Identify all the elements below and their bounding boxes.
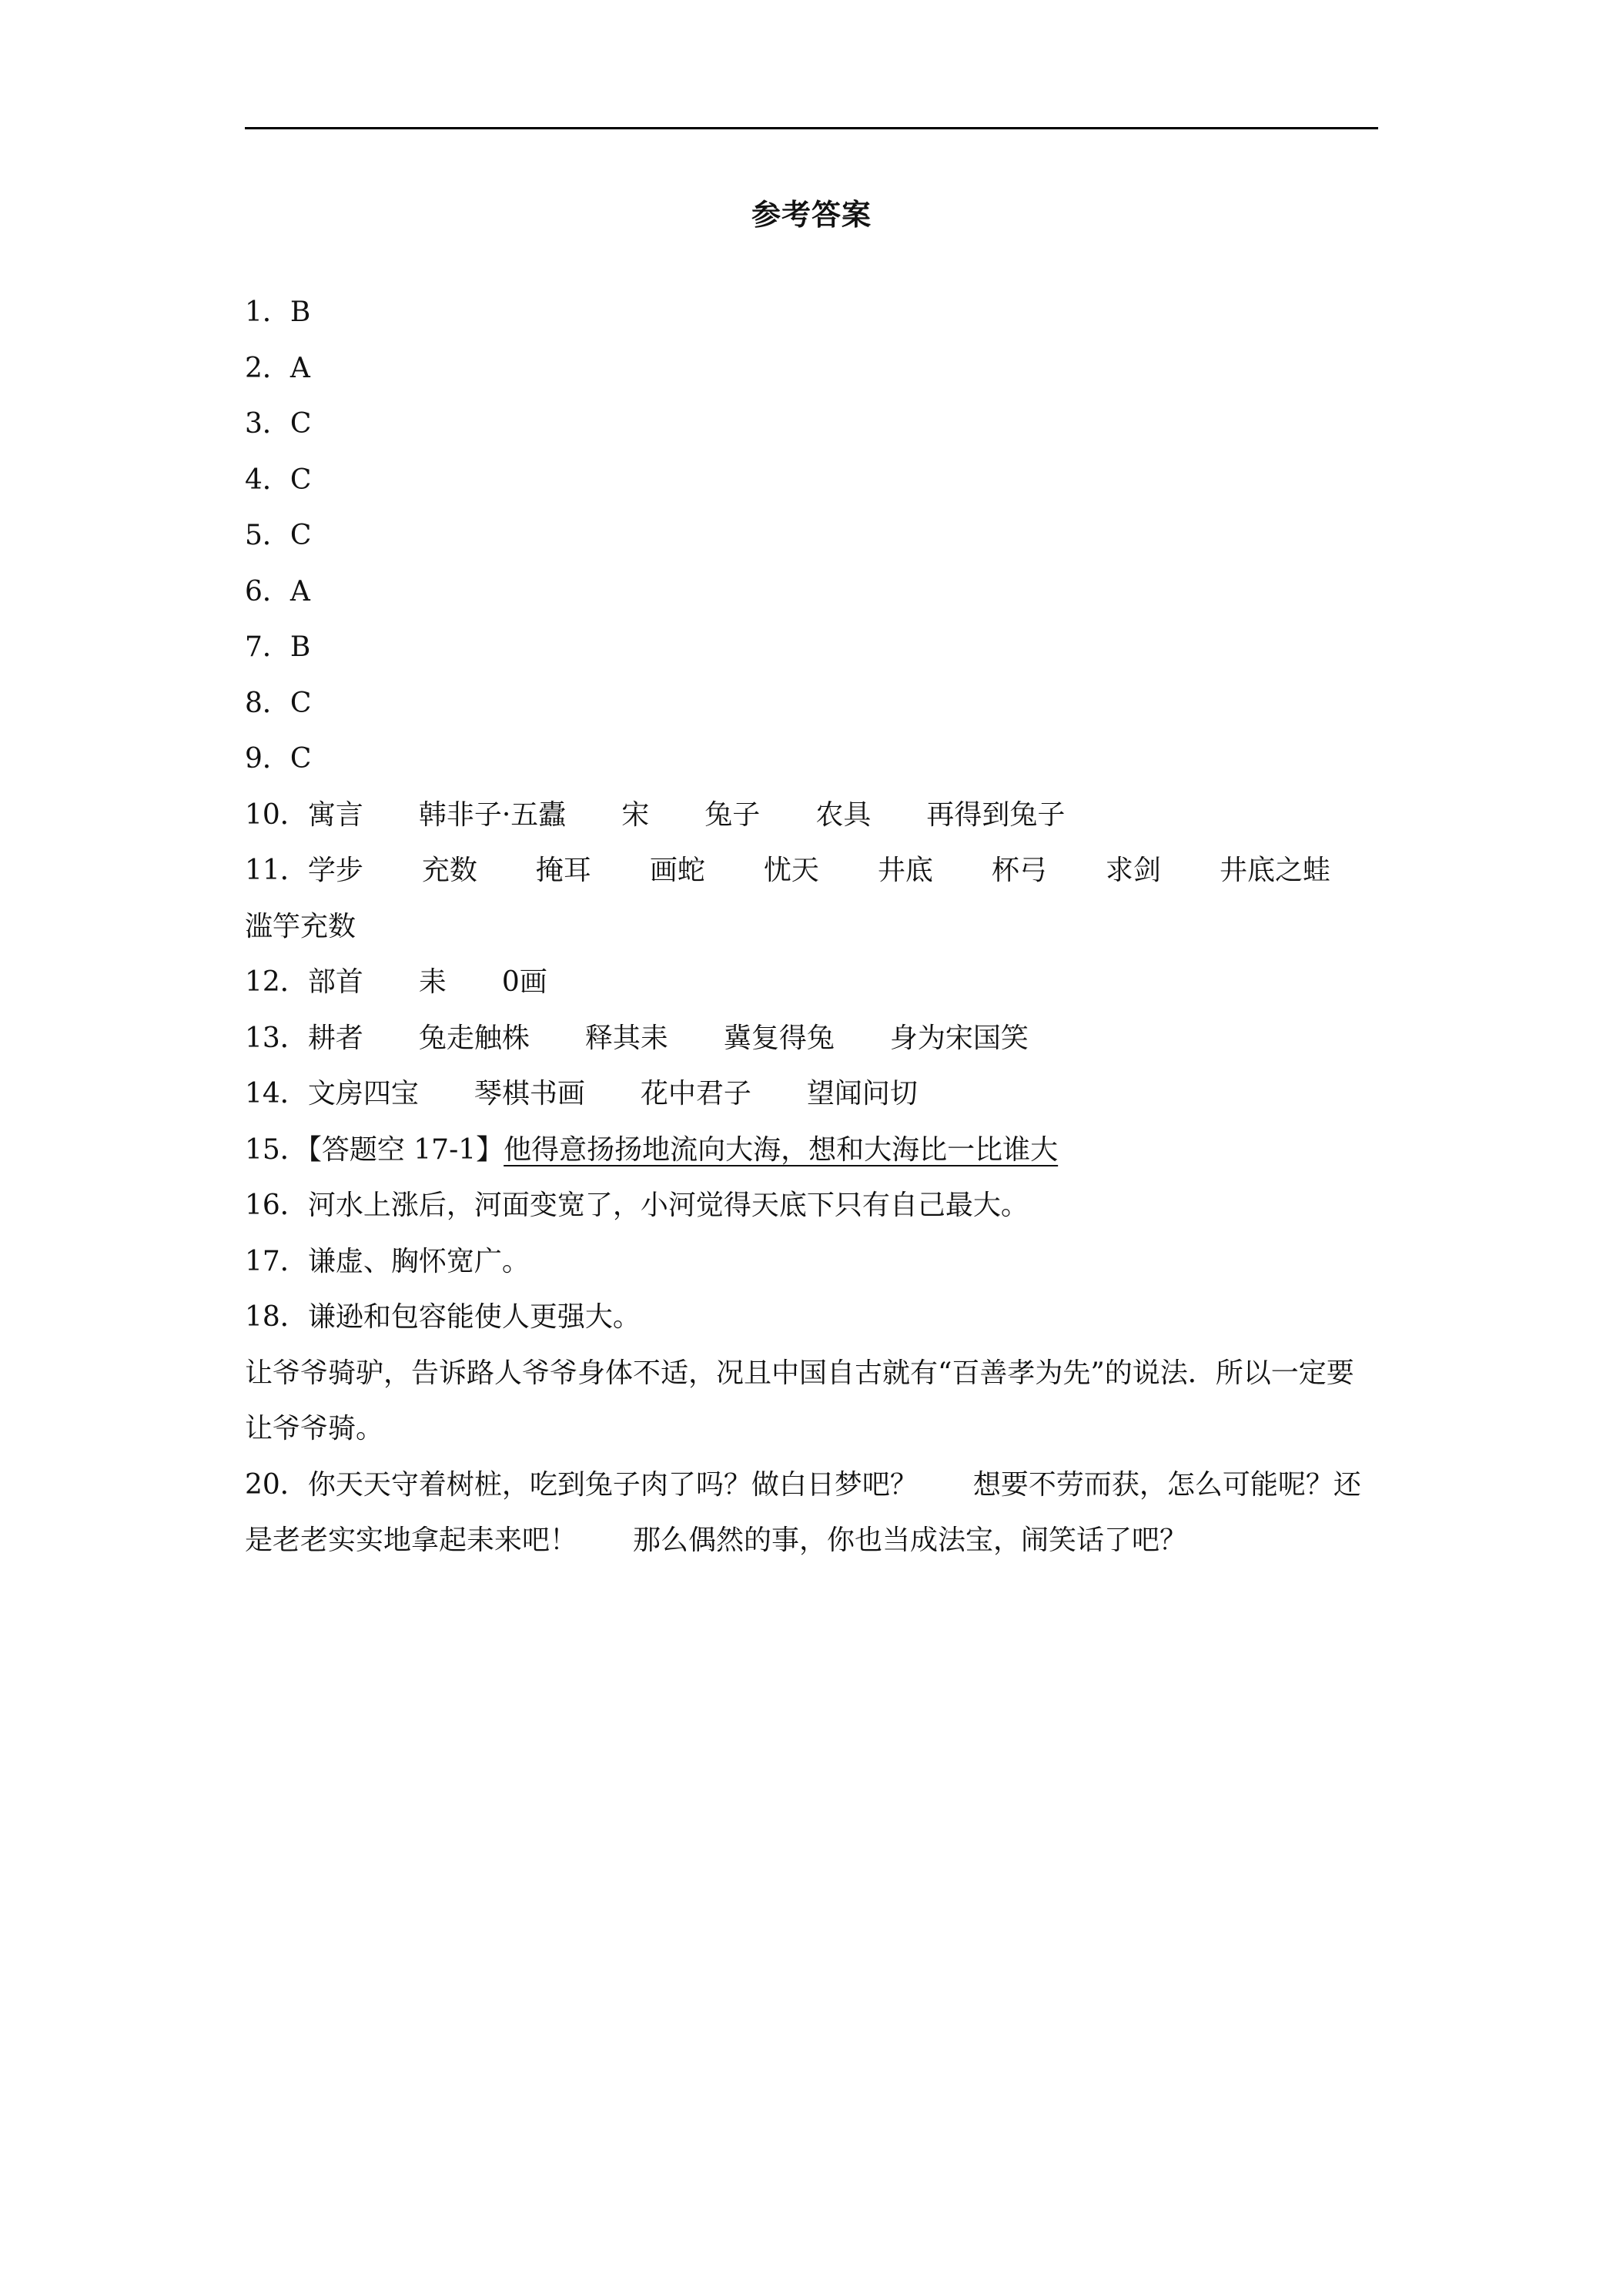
answer-item-6	[245, 564, 1378, 621]
blank-answer: 琴棋书画	[474, 1078, 585, 1110]
blank-answer: 文房四宝	[307, 1078, 419, 1110]
item-number: 20．	[245, 1468, 308, 1501]
item-answer: C	[289, 743, 312, 775]
item-answer: B	[289, 296, 311, 328]
item-number: 3．	[245, 408, 290, 440]
item-number: 6．	[245, 575, 290, 607]
blank-answer: 身为宋国笑	[889, 1022, 1029, 1054]
underlined-answer: 他得意扬扬地流向大海，想和大海比一比谁大	[504, 1133, 1059, 1166]
item-number: 15．	[245, 1133, 308, 1166]
blank-answer: 再得到兔子	[926, 798, 1066, 831]
header-rule	[245, 127, 1378, 129]
blank-answer: 滥竽充数	[245, 910, 356, 942]
answer-item-20	[245, 1458, 1378, 1569]
blank-answer: 寓言	[307, 798, 363, 831]
answer-item-11	[245, 843, 1378, 899]
answer-item-12	[245, 955, 1378, 1011]
answer-blank-tag: 【答题空 17-1】	[307, 1133, 504, 1166]
item-answer-part: 你天天守着树桩，吃到兔子肉了吗？做白日梦吧？	[307, 1468, 918, 1501]
answer-item-14	[245, 1066, 1378, 1123]
answer-item-10	[245, 788, 1378, 844]
item-answer: C	[289, 408, 312, 440]
answer-item-9	[245, 731, 1378, 788]
answer-item-17	[245, 1234, 1378, 1290]
answer-item-19	[245, 1346, 1378, 1458]
blank-answer: 学步	[307, 855, 363, 886]
answer-item-16	[245, 1178, 1378, 1234]
answer-list	[245, 285, 1378, 1569]
answer-item-2	[245, 341, 1378, 397]
item-number: 16．	[245, 1190, 308, 1221]
item-number: 7．	[245, 631, 290, 663]
answer-item-18	[245, 1290, 1378, 1346]
blank-answer: 耕者	[307, 1022, 363, 1054]
answer-item-1	[245, 285, 1378, 341]
answer-item-15	[245, 1123, 1378, 1179]
blank-answer: 部首	[307, 966, 363, 998]
item-number: 14．	[245, 1078, 308, 1110]
item-answer: 让爷爷骑驴，告诉路人爷爷身体不适，况且中国自古就有“百善孝为先”的说法．所以一定要让爷爷骑。	[245, 1357, 1354, 1444]
blank-answer: 农具	[815, 798, 872, 831]
item-number: 13．	[245, 1022, 308, 1054]
page-title: 参考答案	[751, 198, 872, 232]
blank-answer: 兔走触株	[418, 1022, 530, 1054]
blank-answer: 0画	[501, 966, 547, 998]
blank-answer: 兔子	[704, 798, 761, 831]
blank-answer: 释其耒	[584, 1022, 668, 1054]
blank-answer: 花中君子	[640, 1078, 751, 1110]
item-answer: 谦虚、胸怀宽广。	[307, 1245, 530, 1277]
blank-answer: 掩耳	[535, 855, 591, 886]
answer-item-7	[245, 620, 1378, 676]
item-answer: C	[289, 520, 312, 551]
item-number: 8．	[245, 687, 290, 719]
blank-answer: 充数	[421, 855, 477, 886]
blank-answer: 求剑	[1105, 855, 1161, 886]
blank-answer: 忧天	[763, 855, 819, 886]
answer-item-4	[245, 453, 1378, 509]
item-answer: C	[289, 687, 312, 719]
blank-answer: 杯弓	[991, 855, 1047, 886]
blank-answer: 井底之蛙	[1219, 855, 1330, 886]
answer-item-5	[245, 508, 1378, 564]
blank-answer: 画蛇	[649, 855, 705, 886]
item-number: 9．	[245, 743, 290, 775]
blank-answer: 望闻问切	[806, 1078, 918, 1110]
answer-item-13	[245, 1011, 1378, 1067]
item-number: 10．	[245, 798, 308, 831]
answer-item-11-continued	[245, 899, 1378, 956]
item-number: 12．	[245, 966, 308, 998]
blank-answer: 井底	[877, 855, 933, 886]
blank-answer: 冀复得兔	[723, 1022, 835, 1054]
item-answer-part: 那么偶然的事，你也当成法宝，闹笑话了吧？	[633, 1525, 1188, 1556]
item-number: 18．	[245, 1301, 308, 1333]
answer-item-8	[245, 676, 1378, 732]
blank-answer: 宋	[621, 798, 650, 831]
item-number: 11．	[245, 855, 308, 886]
item-number: 4．	[245, 464, 290, 496]
item-answer: 谦逊和包容能使人更强大。	[307, 1301, 641, 1333]
item-number: 5．	[245, 520, 290, 551]
item-number: 2．	[245, 352, 290, 384]
item-answer: A	[289, 575, 310, 607]
item-number: 1．	[245, 296, 290, 328]
blank-answer: 韩非子·五蠹	[418, 798, 567, 831]
blank-answer: 耒	[418, 966, 447, 998]
answer-item-3	[245, 397, 1378, 453]
item-number: 17．	[245, 1245, 308, 1277]
item-answer: A	[289, 352, 310, 384]
item-answer: B	[289, 631, 311, 663]
item-answer-part: 想要不劳而获，怎么可能呢？还是老老实实地拿起耒来吧！	[245, 1468, 1361, 1556]
item-answer: 河水上涨后，河面变宽了，小河觉得天底下只有自己最大。	[307, 1190, 1029, 1221]
item-answer: C	[289, 464, 312, 496]
